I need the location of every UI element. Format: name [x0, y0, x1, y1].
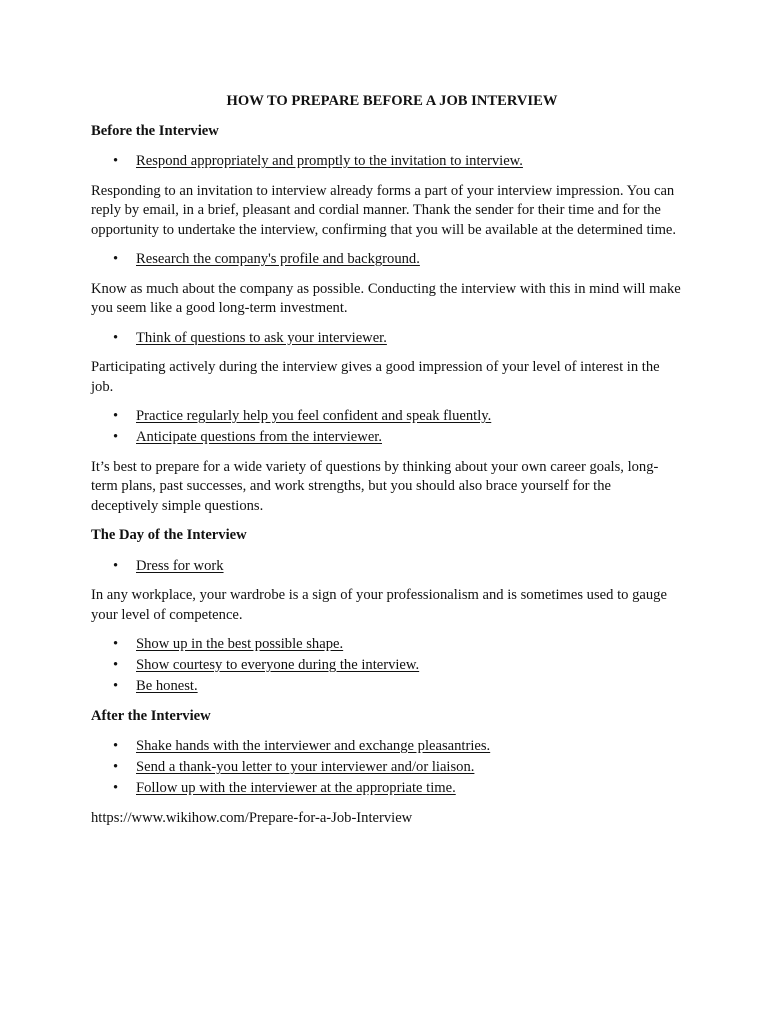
list-item-text: Respond appropriately and promptly to the invitation to interview.: [136, 153, 523, 169]
body-paragraph: Responding to an invitation to interview already forms a part of your interview impression. You can reply by email, in a brief, pleasant and cordial manner. Thank the sender for their time and for the opportunity to undertake the interview, confirming that you will be available at the determined time.: [91, 182, 677, 238]
list-item: [91, 407, 681, 427]
list-item-text: Dress for work: [136, 557, 224, 574]
bullet-icon: •: [113, 153, 119, 169]
body-paragraph: Know as much about the company as possible. Conducting the interview with this in mind will make you seem like a good long-term investment.: [91, 280, 681, 316]
document-page: [91, 92, 681, 828]
list-item: [91, 428, 681, 448]
bullet-icon: •: [113, 429, 119, 445]
bullet-icon: •: [113, 251, 119, 267]
bullet-icon: •: [113, 780, 119, 796]
section-heading: After the Interview: [91, 707, 211, 724]
list-item: [91, 656, 681, 676]
bullet-list: [91, 250, 681, 270]
list-item-text: Practice regularly help you feel confident and speak fluently.: [136, 408, 492, 424]
document-title: HOW TO PREPARE BEFORE A JOB INTERVIEW: [226, 93, 558, 109]
list-item-text: Shake hands with the interviewer and exchange pleasantries.: [136, 738, 491, 754]
bullet-icon: •: [113, 636, 119, 652]
bullet-icon: •: [113, 329, 119, 346]
list-item-text: Show up in the best possible shape.: [136, 636, 344, 652]
bullet-icon: •: [113, 759, 119, 775]
bullet-icon: •: [113, 408, 119, 424]
section-heading: The Day of the Interview: [91, 527, 247, 543]
list-item-text: Send a thank-you letter to your interviewer and/or liaison.: [136, 759, 475, 775]
body-paragraph: Participating actively during the interview gives a good impression of your level of interest in the job.: [91, 359, 660, 395]
list-item-text: Follow up with the interviewer at the appropriate time.: [136, 780, 456, 796]
bullet-list: [91, 737, 681, 799]
list-item: [91, 635, 681, 655]
body-paragraph: It’s best to prepare for a wide variety of questions by thinking about your own career goals, long-term plans, past successes, and work strengths, but you should also brace yourself for the deceptively simple questions.: [91, 458, 659, 514]
bullet-icon: •: [113, 678, 119, 694]
bullet-list: [91, 557, 681, 577]
bullet-icon: •: [113, 738, 119, 754]
list-item-text: Think of questions to ask your interviewer.: [136, 329, 387, 346]
source-url: https://www.wikihow.com/Prepare-for-a-Job-Interview: [91, 809, 413, 826]
bullet-list: [91, 329, 681, 349]
list-item-text: Show courtesy to everyone during the interview.: [136, 657, 420, 673]
section-heading: Before the Interview: [91, 122, 219, 139]
body-paragraph: In any workplace, your wardrobe is a sign of your professionalism and is sometimes used to gauge your level of competence.: [91, 587, 667, 623]
bullet-list: [91, 407, 681, 448]
list-item-text: Research the company's profile and background.: [136, 251, 420, 267]
list-item-text: Be honest.: [136, 678, 198, 694]
list-item-text: Anticipate questions from the interviewer.: [136, 429, 382, 445]
list-item: [91, 329, 681, 349]
list-item: [91, 758, 681, 778]
list-item: [91, 557, 681, 577]
bullet-list: [91, 635, 681, 697]
list-item: [91, 737, 681, 757]
bullet-list: [91, 152, 681, 172]
bullet-icon: •: [113, 557, 119, 574]
list-item: [91, 250, 681, 270]
document-body: [91, 122, 681, 799]
bullet-icon: •: [113, 657, 119, 673]
list-item: [91, 677, 681, 697]
list-item: [91, 779, 681, 799]
list-item: [91, 152, 681, 172]
